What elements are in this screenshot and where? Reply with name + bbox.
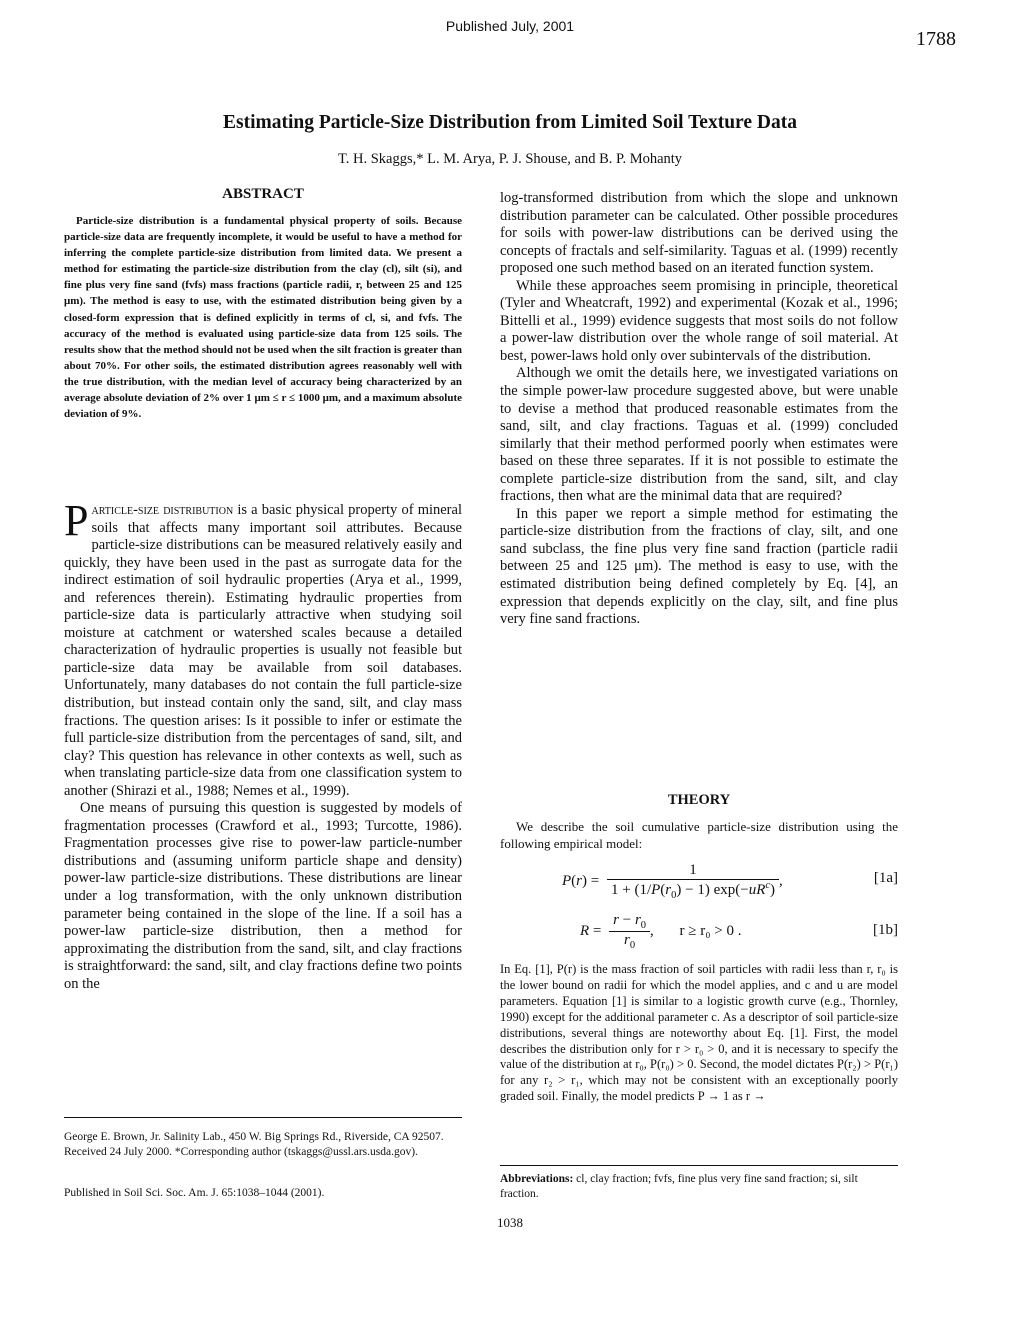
introduction xyxy=(64,496,462,993)
intro-p1-rest: is a basic physical property of mineral soils that affects many important soil attributes. Because particle-size distributions can be measured relatively easily and quickly, they have been used in the past as surrogate data for the indirect estimation of soil hydraulic properties (Arya et al., 1999, and references therein). Estimating hydraulic properties from particle-size data is particularly attractive when studying soil moisture at catchment or watershed scales because a detailed characterization of hydraulic properties is usually not feasible but particle-size data may be available from soil databases. Unfortunately, many databases do not contain the full particle-size distribution, but instead contain only the sand, silt, and clay mass fractions. The question arises: Is it possible to infer or estimate the full particle-size distribution from the percentages of sand, silt, and clay? This question has relevance in other contexts as well, such as when translating particle-size data from one classification system to another (Shirazi et al., 1988; Nemes et al., 1999). xyxy=(64,502,462,799)
drop-cap: P xyxy=(64,496,89,545)
theory-heading: THEORY xyxy=(667,792,731,808)
abbreviations-rule xyxy=(500,1165,898,1166)
intro-paragraph-1 xyxy=(64,496,462,800)
right-paragraph-0: log-transformed distribution from which the slope and unknown distribution parameter can be calculated. Other possible procedures for soils with power-law distributions can be derived using the concepts of fractals and self-similarity. Taguas et al. (1999) recently proposed one such method based on an iterated function system. xyxy=(500,190,898,277)
right-paragraph-3: In this paper we report a simple method for estimating the particle-size distribution from the fractions of clay, silt, and one sand subclass, the fine plus very fine sand fraction (particle radii between 25 and 125 μm). The method is easy to use, with the estimated distribution being defined completely by Eq. [4], an expression that depends explicitly on the clay, silt, and fine plus very fine sand fractions. xyxy=(500,505,898,628)
footnote-affiliation: George E. Brown, Jr. Salinity Lab., 450 W. Big Springs Rd., Riverside, CA 92507. Received 24 July 2000. *Corresponding author (tskaggs@ussl.ars.usda.gov). xyxy=(64,1131,444,1158)
right-paragraph-2: Although we omit the details here, we investigated variations on the simple power-law procedure suggested above, but were unable to devise a method that produced reasonable estimates from the sand, silt, and clay fractions. Taguas et al. (1999) concluded similarly that their method performed poorly when estimates were based on these three separates. If it is not possible to estimate the complete particle-size distribution from the sand, silt, and clay fractions, then what are the minimal data that are required? xyxy=(500,365,898,505)
equation-1a-label: [1a] xyxy=(873,870,898,886)
author-list: T. H. Skaggs,* L. M. Arya, P. J. Shouse, and B. P. Mohanty xyxy=(337,151,683,167)
abbreviations xyxy=(500,1172,898,1201)
theory-intro: We describe the soil cumulative particle-size distribution using the following empirical model: xyxy=(500,819,898,851)
footnote-rule xyxy=(64,1117,462,1118)
abstract-text: Particle-size distribution is a fundamental physical property of soils. Because particle-size data are frequently incomplete, it would be useful to have a method for inferring the complete particle-size distribution from limited data. We present a method for estimating the particle-size distribution from the clay (cl), silt (si), and fine plus very fine sand (fvfs) mass fractions (particle radii, r, between 25 and 125 μm). The method is easy to use, with the estimated distribution being given by a closed-form expression that is defined explicitly in terms of cl, si, and fvfs. The accuracy of the method is evaluated using particle-size data from 125 soils. The results show that the method should not be used when the silt fraction is greater than about 70%. For other soils, the estimated distribution agrees reasonably well with the true distribution, with the median level of accuracy being characterized by an average absolute deviation of 2% over 1 μm ≤ r ≤ 1000 μm, and a maximum absolute deviation of 9%. xyxy=(64,215,462,421)
intro-smallcaps: article-size distribution xyxy=(91,502,234,518)
abstract-body xyxy=(64,213,462,422)
equation-1a-numerator: 1 xyxy=(607,862,779,880)
equation-1b-body: R = $\frac{r - r_0}{r_0}$ , r ≥ r₀ > 0 . xyxy=(580,912,742,951)
equation-1b-label: [1b] xyxy=(873,922,898,938)
page-number: 1038 xyxy=(497,1215,523,1230)
equation-1a-body: P(r) = $\frac{1}{1 + (1/P(r_0) - 1) \exp(-uR^c)}$ , xyxy=(562,862,783,901)
equation-1b xyxy=(500,912,898,952)
intro-paragraph-2: One means of pursuing this question is suggested by models of fragmentation processes (Crawford et al., 1993; Turcotte, 1986). Fragmentation processes give rise to power-law particle-number distributions and (assuming uniform particle shape and density) power-law particle-size distributions. These distributions are linear under a log transformation, with the only unknown distribution parameter being contained in the slope of the line. If a soil has a power-law particle-size distribution, then a method for approximating the distribution from the sand, silt, and clay fractions is straightforward: the sand, silt, and clay fractions define two points on the xyxy=(64,800,462,992)
abstract-heading: ABSTRACT xyxy=(222,186,304,202)
published-date: Published July, 2001 xyxy=(445,18,575,34)
equation-1a xyxy=(500,858,898,901)
manuscript-number: 1788 xyxy=(916,28,956,50)
footnote-published-in: Published in Soil Sci. Soc. Am. J. 65:1038–1044 (2001). xyxy=(64,1187,325,1199)
abbreviations-text: cl, clay fraction; fvfs, fine plus very fine sand fraction; si, silt fraction. xyxy=(500,1173,858,1200)
paper-title: Estimating Particle-Size Distribution from Limited Soil Texture Data xyxy=(223,112,797,133)
abbreviations-label: Abbreviations: xyxy=(500,1173,574,1185)
right-column-text xyxy=(500,190,898,629)
right-paragraph-1: While these approaches seem promising in principle, theoretical (Tyler and Wheatcraft, 1992) and experimental (Kozak et al., 1996; Bittelli et al., 1999) evidence suggests that most soils do not follow a power-law distribution over the whole range of soil material. At best, power-laws hold only over subintervals of the distribution. xyxy=(500,277,898,364)
theory-discussion: In Eq. [1], P(r) is the mass fraction of soil particles with radii less than r, r₀ is the lower bound on radii for which the model applies, and c and u are model parameters. Equation [1] is similar to a logistic growth curve (e.g., Thornley, 1990) except for the additional parameter c. As a descriptor of soil particle-size distributions, several things are noteworthy about Eq. [1]. First, the model describes the distribution only for r > r₀ > 0, and it is necessary to specify the value of the distribution at r₀, P(r₀) > 0. Second, the model dictates P(r₂) > P(r₁) for any r₂ > r₁, which may not be consistent with an exceptionally poorly graded soil. Finally, the model predicts P → 1 as r → xyxy=(500,962,898,1104)
equation-1b-condition: r ≥ r₀ > 0 . xyxy=(679,922,742,939)
